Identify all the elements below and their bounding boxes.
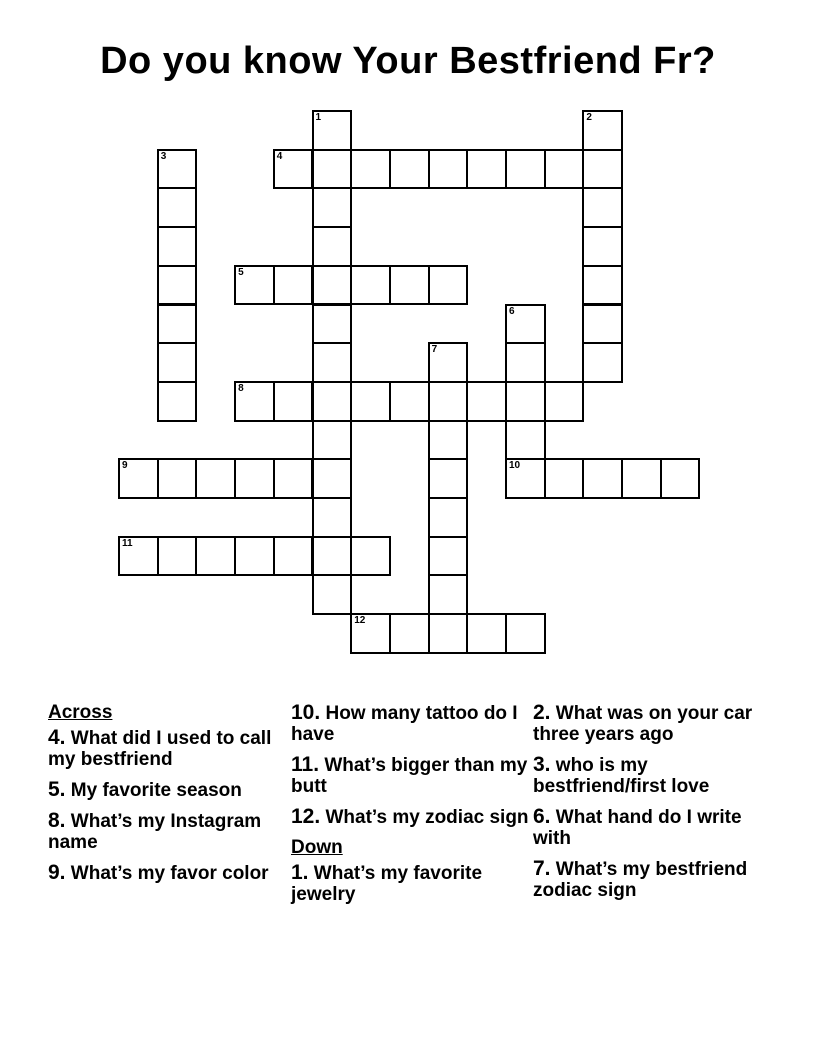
grid-cell[interactable] — [312, 226, 353, 267]
grid-cell[interactable] — [350, 149, 391, 190]
grid-cell[interactable] — [621, 458, 662, 499]
grid-cell[interactable] — [234, 536, 275, 577]
grid-cell[interactable] — [157, 226, 198, 267]
grid-cell[interactable] — [428, 458, 469, 499]
grid-cell[interactable] — [195, 458, 236, 499]
grid-cell[interactable] — [582, 110, 623, 151]
grid-cell[interactable] — [582, 187, 623, 228]
clue-number-label: 10 — [509, 460, 521, 472]
grid-cell[interactable] — [312, 110, 353, 151]
clue-across-12: 12. What’s my zodiac sign — [291, 805, 529, 828]
grid-cell[interactable] — [273, 458, 314, 499]
clue-number-label: 11 — [122, 537, 133, 549]
grid-cell[interactable] — [273, 381, 314, 422]
grid-cell[interactable] — [350, 381, 391, 422]
grid-cell[interactable] — [312, 536, 353, 577]
grid-cell[interactable] — [582, 304, 623, 345]
grid-cell[interactable] — [273, 536, 314, 577]
grid-cell[interactable] — [234, 265, 275, 306]
grid-cell[interactable] — [157, 458, 198, 499]
grid-cell[interactable] — [428, 342, 469, 383]
grid-cell[interactable] — [350, 536, 391, 577]
grid-cell[interactable] — [466, 149, 507, 190]
clue-across-8: 8. What’s my Instagram name — [48, 809, 262, 853]
grid-cell[interactable] — [505, 342, 546, 383]
grid-cell[interactable] — [582, 149, 623, 190]
grid-cell[interactable] — [312, 342, 353, 383]
clue-number-label: 4 — [276, 150, 283, 162]
clues-column-3 — [533, 702, 773, 910]
clue-number-label: 5 — [238, 266, 244, 278]
grid-cell[interactable] — [312, 574, 353, 615]
clue-number-label: 1 — [315, 112, 322, 123]
clue-down-2: 2. What was on your car three years ago — [533, 701, 753, 745]
grid-cell[interactable] — [389, 149, 430, 190]
grid-cell[interactable] — [466, 613, 507, 654]
grid-cell[interactable] — [582, 458, 623, 499]
grid-cell[interactable] — [312, 497, 353, 538]
grid-cell[interactable] — [505, 420, 546, 461]
grid-cell[interactable] — [505, 613, 546, 654]
grid-cell[interactable] — [428, 149, 469, 190]
grid-cell[interactable] — [389, 381, 430, 422]
grid-cell[interactable] — [273, 149, 314, 190]
grid-cell[interactable] — [428, 536, 469, 577]
clue-across-9: 9. What’s my favor color — [48, 861, 269, 884]
grid-cell[interactable] — [428, 497, 469, 538]
grid-cell[interactable] — [544, 149, 585, 190]
grid-cell[interactable] — [660, 458, 701, 499]
grid-cell[interactable] — [234, 381, 275, 422]
down-heading: Down — [291, 837, 343, 858]
grid-cell[interactable] — [428, 574, 469, 615]
clue-across-4: 4. What did I used to call my bestfriend — [48, 726, 272, 770]
clue-number-label: 12 — [354, 615, 366, 627]
clue-across-5: 5. My favorite season — [48, 778, 242, 801]
clue-number-label: 2 — [586, 112, 592, 123]
grid-cell[interactable] — [118, 458, 159, 499]
grid-cell[interactable] — [157, 342, 198, 383]
grid-cell[interactable] — [505, 149, 546, 190]
clue-number-label: 3 — [160, 150, 167, 162]
grid-cell[interactable] — [312, 420, 353, 461]
clues-column-2 — [291, 702, 531, 914]
grid-cell[interactable] — [389, 613, 430, 654]
grid-cell[interactable] — [428, 265, 469, 306]
grid-cell[interactable] — [312, 265, 353, 306]
grid-cell[interactable] — [157, 265, 198, 306]
grid-cell[interactable] — [312, 458, 353, 499]
grid-cell[interactable] — [312, 149, 353, 190]
clue-number-label: 9 — [122, 460, 128, 472]
clues-column-1 — [48, 702, 288, 893]
clue-down-1: 1. What’s my favorite jewelry — [291, 861, 483, 905]
grid-cell[interactable] — [428, 420, 469, 461]
grid-cell[interactable] — [273, 265, 314, 306]
grid-cell[interactable] — [505, 304, 546, 345]
grid-cell[interactable] — [582, 226, 623, 267]
clue-across-11: 11. What’s bigger than my butt — [291, 753, 528, 797]
clue-number-label: 8 — [238, 382, 244, 394]
grid-cell[interactable] — [466, 381, 507, 422]
grid-cell[interactable] — [157, 149, 198, 190]
grid-cell[interactable] — [428, 381, 469, 422]
grid-cell[interactable] — [505, 458, 546, 499]
clue-number-label: 7 — [431, 344, 438, 356]
across-heading: Across — [48, 702, 113, 723]
clue-across-10: 10. How many tattoo do I have — [291, 701, 518, 745]
grid-cell[interactable] — [544, 458, 585, 499]
clue-down-3: 3. who is my bestfriend/first love — [533, 753, 710, 797]
puzzle-title: Do you know Your Bestfriend Fr? — [100, 40, 716, 82]
grid-cell[interactable] — [312, 304, 353, 345]
grid-cell[interactable] — [582, 265, 623, 306]
grid-cell[interactable] — [312, 381, 353, 422]
grid-cell[interactable] — [157, 187, 198, 228]
grid-cell[interactable] — [312, 187, 353, 228]
grid-cell[interactable] — [195, 536, 236, 577]
grid-cell[interactable] — [428, 613, 469, 654]
grid-cell[interactable] — [544, 381, 585, 422]
grid-cell[interactable] — [234, 458, 275, 499]
grid-cell[interactable] — [157, 304, 198, 345]
grid-cell[interactable] — [389, 265, 430, 306]
grid-cell[interactable] — [157, 536, 198, 577]
clue-down-7: 7. What’s my bestfriend zodiac sign — [533, 857, 748, 901]
grid-cell[interactable] — [118, 536, 159, 577]
grid-cell[interactable] — [350, 265, 391, 306]
clue-number-label: 6 — [509, 305, 515, 317]
grid-cell[interactable] — [505, 381, 546, 422]
grid-cell[interactable] — [157, 381, 198, 422]
clue-down-6: 6. What hand do I write with — [533, 805, 742, 849]
grid-cell[interactable] — [582, 342, 623, 383]
grid-cell[interactable] — [350, 613, 391, 654]
